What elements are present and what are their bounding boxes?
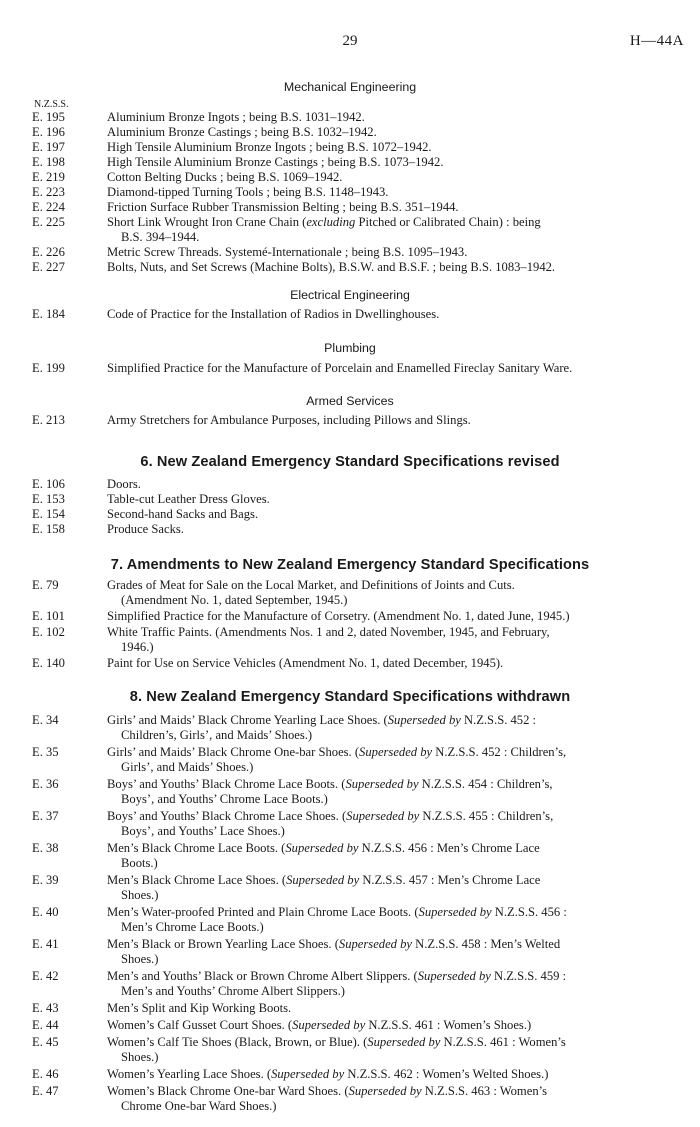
spec-code: E. 46 [32,1067,59,1081]
spec-text: Girls’ and Maids’ Black Chrome Yearling Lace Shoes. ( [107,713,388,727]
spec-description [107,522,680,537]
spec-code: E. 40 [32,905,59,919]
list-item [0,578,700,608]
section-title-withdrawn: 8. New Zealand Emergency Standard Specifications withdrawn [129,689,571,705]
section-title-plumbing: Plumbing [324,341,376,355]
spec-text: Men’s Black or Brown Yearling Lace Shoes. ( [107,937,339,951]
spec-code: E. 79 [32,578,59,592]
list-item [0,307,700,322]
spec-text: Boys’ and Youths’ Black Chrome Lace Shoes. ( [107,809,347,823]
spec-code: E. 101 [32,609,65,623]
spec-description [107,905,680,935]
spec-code: E. 213 [32,413,65,427]
list-item [0,777,700,807]
list-amendments [0,578,700,671]
spec-description [107,1084,680,1114]
spec-description [107,413,680,428]
spec-text: Friction Surface Rubber Transmission Belting ; being B.S. 351–1944. [107,200,459,214]
spec-text: Men’s Black Chrome Lace Boots. ( [107,841,286,855]
spec-text: Produce Sacks. [107,522,184,536]
superseded-label: Superseded by [338,937,412,951]
spec-description [107,492,680,507]
spec-description [107,937,680,967]
spec-description [107,625,680,655]
superseded-label: Superseded by [285,841,359,855]
spec-code: E. 43 [32,1001,59,1015]
spec-text: Diamond-tipped Turning Tools ; being B.S. 1148–1943. [107,185,389,199]
spec-code: E. 198 [32,155,65,169]
spec-text: N.Z.S.S. 454 : Children’s, [418,777,553,791]
spec-text: Women’s Black Chrome One-bar Ward Shoes. ( [107,1084,349,1098]
list-item [0,125,700,140]
spec-description [107,361,680,376]
spec-text: Bolts, Nuts, and Set Screws (Machine Bolts), B.S.W. and B.S.F. ; being B.S. 1083–1942. [107,260,556,274]
spec-text: N.Z.S.S. 452 : [460,713,537,727]
superseded-label: Superseded by [417,969,491,983]
list-item [0,522,700,537]
spec-text: Simplified Practice for the Manufacture of Corsetry. (Amendment No. 1, dated June, 1945.) [107,609,570,623]
spec-text: N.Z.S.S. 455 : Children’s, [419,809,554,823]
spec-description [107,125,680,140]
section-title-electrical: Electrical Engineering [290,288,410,302]
spec-text: N.Z.S.S. 456 : [491,905,567,919]
spec-code: E. 225 [32,215,65,229]
spec-text: N.Z.S.S. 452 : Children’s, [432,745,567,759]
spec-code: E. 37 [32,809,59,823]
spec-description [107,1001,680,1016]
spec-text: Women’s Calf Tie Shoes (Black, Brown, or Blue). ( [107,1035,368,1049]
list-revised [0,477,700,537]
list-item [0,1018,700,1033]
spec-continuation: B.S. 394–1944. [121,230,200,244]
spec-text: Women’s Yearling Lace Shoes. ( [107,1067,272,1081]
spec-description [107,809,680,839]
spec-continuation: Shoes.) [121,952,159,966]
list-item [0,155,700,170]
superseded-label: Superseded by [418,905,492,919]
spec-code: E. 195 [32,110,65,124]
spec-code: E. 39 [32,873,59,887]
list-item [0,841,700,871]
section-title-armed: Armed Services [306,394,394,408]
document-reference: H—44A [629,33,684,49]
list-electrical [0,307,700,322]
spec-code: E. 199 [32,361,65,375]
spec-description [107,656,680,671]
spec-code: E. 196 [32,125,65,139]
spec-text: N.Z.S.S. 461 : Women’s Shoes.) [365,1018,532,1032]
spec-description [107,245,680,260]
spec-text: Women’s Calf Gusset Court Shoes. ( [107,1018,293,1032]
spec-description [107,1018,680,1033]
list-plumbing [0,361,700,376]
list-item [0,625,700,655]
spec-code: E. 197 [32,140,65,154]
spec-text: Metric Screw Threads. Systemé-Internationale ; being B.S. 1095–1943. [107,245,468,259]
spec-continuation: (Amendment No. 1, dated September, 1945.) [121,593,348,607]
spec-description [107,215,680,245]
spec-text: Aluminium Bronze Ingots ; being B.S. 1031–1942. [107,110,365,124]
spec-code: E. 106 [32,477,65,491]
spec-text: Short Link Wrought Iron Crane Chain ( [107,215,307,229]
list-item [0,656,700,671]
superseded-label: Superseded by [345,777,419,791]
spec-code: E. 102 [32,625,65,639]
spec-text: Men’s and Youths’ Black or Brown Chrome Albert Slippers. ( [107,969,418,983]
spec-description [107,841,680,871]
list-item [0,507,700,522]
list-item [0,745,700,775]
list-item [0,1035,700,1065]
spec-continuation: Chrome One-bar Ward Shoes.) [121,1099,277,1113]
spec-continuation: Shoes.) [121,1050,159,1064]
spec-code: E. 224 [32,200,65,214]
spec-description [107,609,680,624]
spec-text: Boys’ and Youths’ Black Chrome Lace Boots. ( [107,777,346,791]
spec-text: Paint for Use on Service Vehicles (Amendment No. 1, dated December, 1945). [107,656,504,670]
list-item [0,215,700,245]
list-item [0,492,700,507]
list-withdrawn [0,713,700,1114]
spec-text: Simplified Practice for the Manufacture of Porcelain and Enamelled Fireclay Sanitary Ware. [107,361,573,375]
spec-text: White Traffic Paints. (Amendments Nos. 1 and 2, dated November, 1945, and February, [107,625,550,639]
list-mechanical [0,110,700,275]
spec-code: E. 153 [32,492,65,506]
spec-continuation: 1946.) [121,640,154,654]
spec-text: Men’s Black Chrome Lace Shoes. ( [107,873,287,887]
spec-text: Second-hand Sacks and Bags. [107,507,259,521]
spec-description [107,713,680,743]
spec-text: Cotton Belting Ducks ; being B.S. 1069–1942. [107,170,343,184]
spec-text: High Tensile Aluminium Bronze Castings ; being B.S. 1073–1942. [107,155,444,169]
list-item [0,873,700,903]
spec-continuation: Men’s and Youths’ Chrome Albert Slippers.) [121,984,345,998]
spec-text: Grades of Meat for Sale on the Local Market, and Definitions of Joints and Cuts. [107,578,515,592]
superseded-label: Superseded by [346,809,420,823]
list-item [0,477,700,492]
spec-code: E. 34 [32,713,59,727]
spec-code: E. 44 [32,1018,59,1032]
spec-continuation: Children’s, Girls’, and Maids’ Shoes.) [121,728,313,742]
list-item [0,905,700,935]
spec-code: E. 36 [32,777,59,791]
spec-description [107,507,680,522]
spec-continuation: Boys’, and Youths’ Chrome Lace Boots.) [121,792,328,806]
spec-code: E. 47 [32,1084,59,1098]
spec-code: E. 140 [32,656,65,670]
list-item [0,809,700,839]
list-item [0,1067,700,1082]
spec-text: Girls’ and Maids’ Black Chrome One-bar Shoes. ( [107,745,360,759]
list-item [0,110,700,125]
spec-description [107,745,680,775]
spec-continuation: Men’s Chrome Lace Boots.) [121,920,264,934]
spec-description [107,307,680,322]
spec-text: Pitched or Calibrated Chain) : being [355,215,541,229]
spec-code: E. 41 [32,937,59,951]
spec-description [107,170,680,185]
superseded-label: Superseded by [286,873,360,887]
spec-description [107,185,680,200]
spec-code: E. 35 [32,745,59,759]
section-title-amendments: 7. Amendments to New Zealand Emergency Standard Specifications [110,557,590,573]
spec-text: N.Z.S.S. 463 : Women’s [421,1084,548,1098]
list-item [0,609,700,624]
spec-code: E. 223 [32,185,65,199]
spec-code: E. 45 [32,1035,59,1049]
superseded-label: Superseded by [271,1067,345,1081]
spec-text: Men’s Water-proofed Printed and Plain Chrome Lace Boots. ( [107,905,419,919]
spec-code: E. 226 [32,245,65,259]
spec-code: E. 184 [32,307,65,321]
spec-text: Aluminium Bronze Castings ; being B.S. 1032–1942. [107,125,377,139]
list-item [0,1084,700,1114]
spec-description [107,1067,680,1082]
superseded-label: Superseded by [348,1084,422,1098]
spec-continuation: Shoes.) [121,888,159,902]
spec-continuation: Boots.) [121,856,158,870]
spec-text: N.Z.S.S. 461 : Women’s [440,1035,566,1049]
spec-text: N.Z.S.S. 457 : Men’s Chrome Lace [359,873,541,887]
list-item [0,713,700,743]
spec-text: Men’s Split and Kip Working Boots. [107,1001,292,1015]
spec-text: Army Stretchers for Ambulance Purposes, including Pillows and Slings. [107,413,471,427]
spec-continuation: Girls’, and Maids’ Shoes.) [121,760,254,774]
spec-code: E. 38 [32,841,59,855]
spec-continuation: Boys’, and Youths’ Lace Shoes.) [121,824,285,838]
list-armed [0,413,700,428]
spec-description [107,155,680,170]
spec-text: Code of Practice for the Installation of Radios in Dwellinghouses. [107,307,440,321]
spec-code: E. 42 [32,969,59,983]
list-item [0,1001,700,1016]
spec-description [107,110,680,125]
list-item [0,170,700,185]
spec-description [107,969,680,999]
spec-text: N.Z.S.S. 462 : Women’s Welted Shoes.) [344,1067,549,1081]
spec-description [107,873,680,903]
list-item [0,260,700,275]
column-label: N.Z.S.S. [34,99,69,110]
list-item [0,937,700,967]
spec-text: N.Z.S.S. 456 : Men’s Chrome Lace [358,841,540,855]
spec-text: Table-cut Leather Dress Gloves. [107,492,270,506]
section-title-mechanical: Mechanical Engineering [283,80,417,94]
spec-description [107,777,680,807]
spec-description [107,260,680,275]
spec-text: High Tensile Aluminium Bronze Ingots ; being B.S. 1072–1942. [107,140,432,154]
spec-italic: excluding [306,215,356,229]
list-item [0,969,700,999]
spec-code: E. 154 [32,507,65,521]
list-item [0,245,700,260]
spec-description [107,200,680,215]
spec-code: E. 158 [32,522,65,536]
spec-code: E. 219 [32,170,65,184]
list-item [0,185,700,200]
spec-description [107,477,680,492]
spec-text: N.Z.S.S. 458 : Men’s Welted [412,937,561,951]
spec-description [107,578,680,608]
spec-description [107,1035,680,1065]
spec-text: Doors. [107,477,141,491]
list-item [0,413,700,428]
superseded-label: Superseded by [359,745,433,759]
section-title-revised: 6. New Zealand Emergency Standard Specifications revised [140,454,560,470]
spec-description [107,140,680,155]
superseded-label: Superseded by [292,1018,366,1032]
list-item [0,140,700,155]
spec-text: N.Z.S.S. 459 : [490,969,567,983]
spec-code: E. 227 [32,260,65,274]
superseded-label: Superseded by [367,1035,441,1049]
superseded-label: Superseded by [387,713,461,727]
list-item [0,361,700,376]
list-item [0,200,700,215]
page-number: 29 [342,33,358,49]
